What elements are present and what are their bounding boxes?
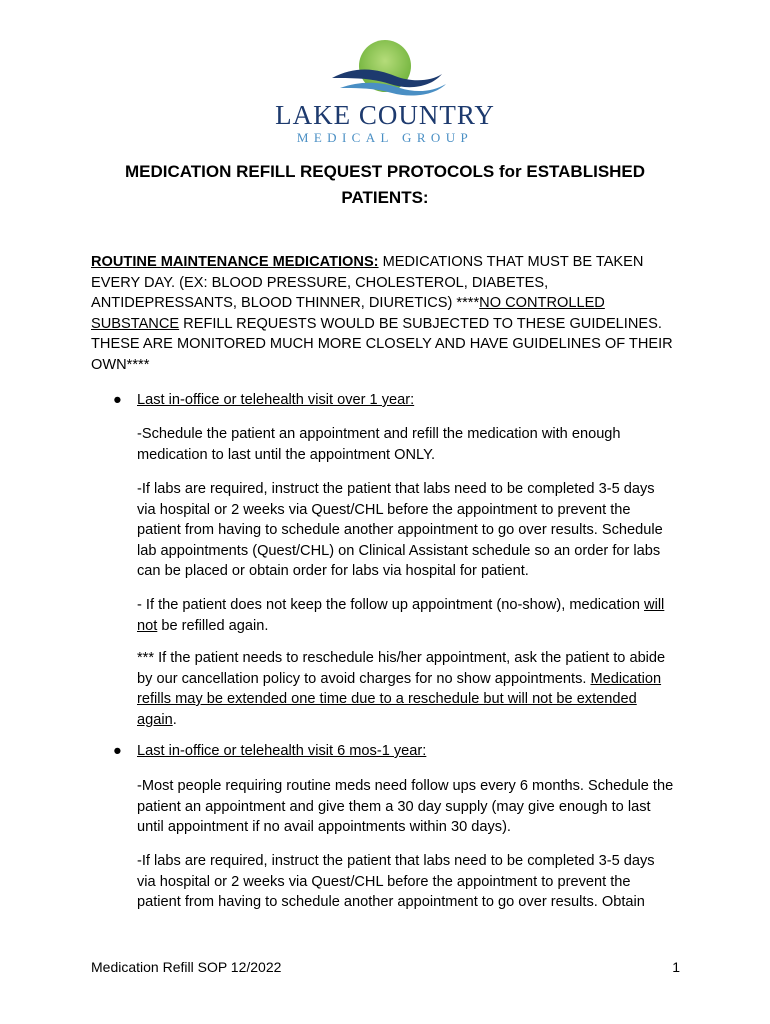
section1-label: Last in-office or telehealth visit over 1 year: [137, 392, 415, 408]
section1-paragraph-1: -Schedule the patient an appointment and refill the medication with enough medication to last until the appointment ONLY. [137, 426, 621, 463]
intro-underlined: NO CONTROLLED SUBSTANCE [91, 295, 605, 332]
section1-p3-a: - If the patient does not keep the follow up appointment (no-show), medication [137, 597, 645, 613]
logo-subtitle: MEDICAL GROUP [296, 130, 474, 145]
footer-document-id: Medication Refill SOP 12/2022 [91, 959, 282, 975]
section1-p4-a: *** If the patient needs to reschedule his/her appointment, ask the patient to abide by our cancellation policy to avoid charges for no show appointments. [137, 650, 666, 687]
section1-p3-underlined: will not [137, 597, 665, 634]
section1-paragraph-4 [137, 648, 677, 730]
lake-country-logo [270, 38, 500, 146]
section1-p4-underlined: Medication refills may be extended one time due to a reschedule but will not be extended again [137, 670, 662, 728]
intro-text-a: MEDICATIONS THAT MUST BE TAKEN EVERY DAY. (EX: BLOOD PRESSURE, CHOLESTEROL, DIABETES, ANTIDEPRESSANTS, BLOOD THINNER, DIURETICS) **** [91, 254, 644, 311]
section1-p4-b: . [172, 711, 177, 728]
section1-paragraph-3 [137, 595, 677, 636]
section2-label: Last in-office or telehealth visit 6 mos-1 year: [137, 743, 427, 759]
intro-paragraph [91, 252, 681, 375]
bullet-icon: ● [113, 743, 122, 759]
section1-p3-b: be refilled again. [157, 617, 269, 634]
intro-text-b: REFILL REQUESTS WOULD BE SUBJECTED TO THESE GUIDELINES. THESE ARE MONITORED MUCH MORE CLOSELY AND HAVE GUIDELINES OF THEIR OWN**** [91, 315, 673, 373]
section2-paragraph-1: -Most people requiring routine meds need follow ups every 6 months. Schedule the patient an appointment and give them a 30 day supply (may give enough to last until appointment if no avail appointments within 30 days). [137, 778, 674, 835]
bullet-icon: ● [113, 392, 122, 408]
intro-heading: ROUTINE MAINTENANCE MEDICATIONS: [91, 254, 379, 270]
document-title: MEDICATION REFILL REQUEST PROTOCOLS for ESTABLISHED PATIENTS: [124, 162, 646, 207]
section2-paragraph-2: -If labs are required, instruct the patient that labs need to be completed 3-5 days via hospital or 2 weeks via Quest/CHL before the appointment to prevent the patient from having to schedule another appointment to go over results. Obtain [137, 853, 655, 910]
logo-emblem [270, 38, 500, 100]
footer-page-number: 1 [672, 959, 680, 975]
logo-name: LAKE COUNTRY [275, 100, 495, 130]
section1-paragraph-2: -If labs are required, instruct the patient that labs need to be completed 3-5 days via hospital or 2 weeks via Quest/CHL before the appointment to prevent the patient from having to schedule another appointment to go over results. Schedule lab appointments (Quest/CHL) on Clinical Assistant schedule so an order for labs can be placed or obtain order for labs via hospital for patient. [137, 481, 663, 579]
